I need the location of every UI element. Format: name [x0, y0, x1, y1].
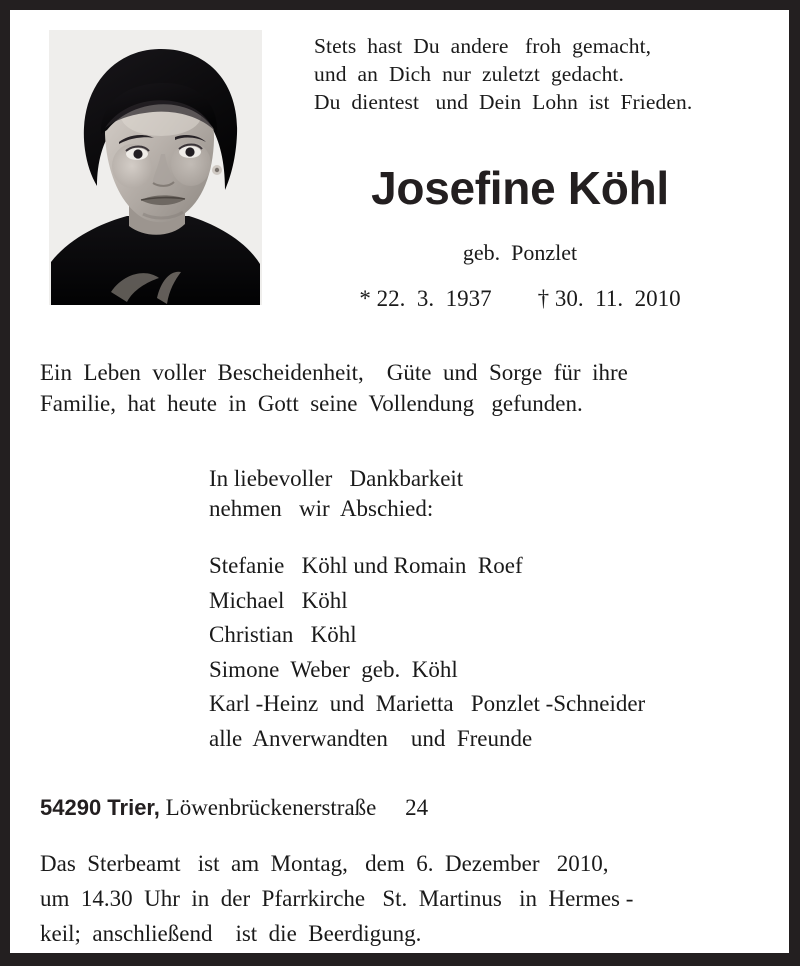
gratitude-line-1: In liebevoller Dankbarkeit [209, 466, 464, 491]
list-item: Stefanie Köhl und Romain Roef [209, 553, 523, 578]
deceased-portrait-photo [49, 30, 262, 305]
verse-line-2: und an Dich nur zuletzt gedacht. [314, 62, 624, 86]
list-item: Michael Köhl [209, 587, 348, 613]
lead-line-2: Familie, hat heute in Gott seine Vollendung gefunden. [40, 391, 583, 416]
deceased-name: Josefine Köhl [371, 162, 669, 214]
notice-sheet [10, 10, 789, 953]
list-item: Karl -Heinz und Marietta Ponzlet -Schneider [209, 691, 646, 717]
gratitude-statement [209, 464, 779, 524]
service-line-2: um 14.30 Uhr in der Pfarrkirche St. Martinus in Hermes - [40, 886, 634, 911]
memorial-verse [314, 32, 744, 116]
birth-date-group [359, 286, 491, 311]
verse-line-3: Du dientest und Dein Lohn ist Frieden. [314, 90, 693, 114]
street-name: Löwenbrückenerstraße [165, 795, 377, 820]
lead-line-1: Ein Leben voller Bescheidenheit, Güte und Sorge für ihre [40, 360, 628, 385]
portrait-image [49, 30, 262, 305]
gratitude-line-2: nehmen wir Abschied: [209, 496, 434, 521]
verse-line-1: Stets hast Du andere froh gemacht, [314, 34, 652, 58]
funeral-service-details [40, 846, 788, 951]
asterisk-birth-icon: * [359, 286, 371, 311]
life-dates [270, 285, 770, 313]
list-item: Christian Köhl [209, 622, 357, 648]
birth-date: 22. 3. 1937 [376, 286, 492, 311]
mourners-list [209, 549, 779, 757]
death-date: 30. 11. 2010 [554, 286, 681, 311]
lead-paragraph [40, 357, 782, 419]
dagger-cross-icon: † [537, 286, 550, 311]
deceased-maiden-name: geb. Ponzlet [462, 240, 578, 265]
postal-code-and-city: 54290 Trier, [40, 795, 160, 820]
house-number: 24 [405, 795, 429, 820]
list-item: alle Anverwandten und Freunde [209, 725, 533, 751]
list-item: Simone Weber geb. Köhl [209, 656, 458, 682]
service-line-1: Das Sterbeamt ist am Montag, dem 6. Dezember 2010, [40, 851, 609, 876]
address-line [40, 793, 782, 823]
death-date-group [538, 286, 681, 311]
service-line-3: keil; anschließend ist die Beerdigung. [40, 921, 422, 946]
